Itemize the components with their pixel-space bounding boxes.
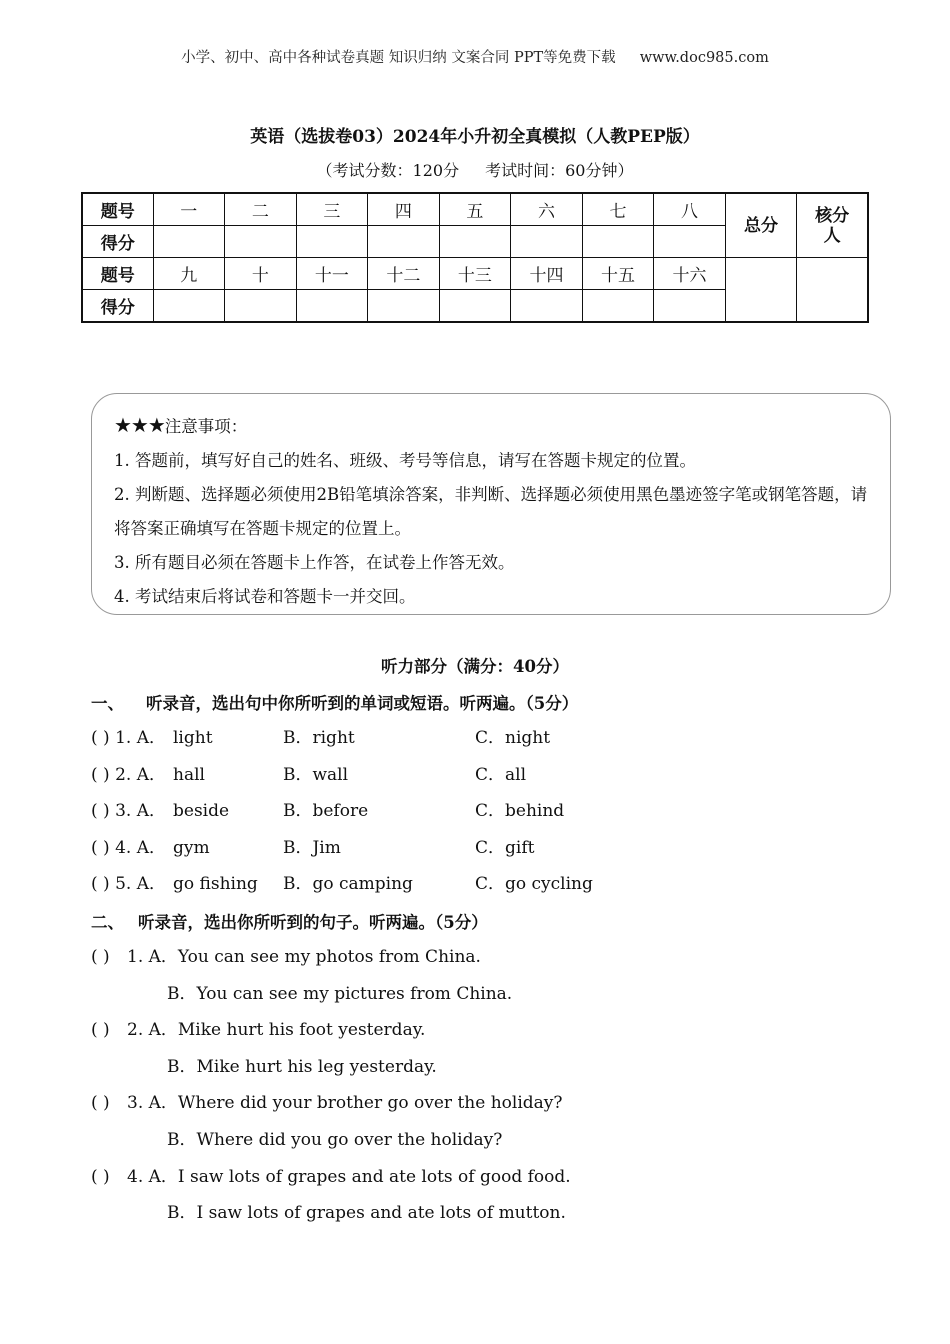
question-number: 十一 [296,258,368,290]
list-item: ( ) 2. A． hall B．wall C．all [91,765,527,785]
list-item: ( ) 1. A．You can see my photos from China. [91,947,481,967]
question-number: 九 [153,258,225,290]
question-number: 五 [439,193,511,226]
table-row [82,193,868,226]
list-item: B．You can see my pictures from China. [167,984,513,1004]
list-item: ( ) 2. A．Mike hurt his foot yesterday. [91,1020,426,1040]
part2-heading: 二、 听录音，选出你所听到的句子。听两遍。（5分） [91,913,488,932]
score-cell[interactable] [153,226,225,258]
score-cell[interactable] [582,290,654,323]
score-cell[interactable] [225,290,297,323]
row-label-score: 得分 [82,226,153,258]
score-cell[interactable] [511,226,583,258]
notice-box [91,393,891,615]
question-number: 二 [225,193,297,226]
exam-time: 考试时间：60分钟） [485,161,634,180]
list-item: B．I saw lots of grapes and ate lots of mutton. [167,1203,566,1223]
score-cell[interactable] [368,290,440,323]
header-site: www.doc985.com [639,50,769,66]
exam-info [0,158,950,181]
question-number: 三 [296,193,368,226]
score-cell[interactable] [511,290,583,323]
exam-score: （考试分数：120分 [316,161,460,180]
page-title: 英语（选拔卷03）2024年小升初全真模拟（人教PEP版） [250,127,700,147]
question-number: 十 [225,258,297,290]
list-item: B．Mike hurt his leg yesterday. [167,1057,437,1077]
list-item: ( ) 5. A． go fishing B．go camping C．go cycling [91,874,593,894]
notice-item: 3. 所有题目必须在答题卡上作答，在试卷上作答无效。 [114,553,515,572]
list-item: ( ) 3. A．Where did your brother go over the holiday? [91,1093,563,1113]
notice-item: 2. 判断题、选择题必须使用2B铅笔填涂答案，非判断、选择题必须使用黑色墨迹签字笔或钢笔答题，请将答案正确填写在答题卡规定的位置上。 [114,485,868,538]
score-cell[interactable] [654,226,726,258]
notice-item: 1. 答题前，填写好自己的姓名、班级、考号等信息，请写在答题卡规定的位置。 [114,451,696,470]
list-item: B．Where did you go over the holiday? [167,1130,503,1150]
question-number: 八 [654,193,726,226]
question-number: 四 [368,193,440,226]
checker-header: 核分人 [797,193,868,258]
header-text: 小学、初中、高中各种试卷真题 知识归纳 文案合同 PPT等免费下载 [181,50,616,66]
total-score-header: 总分 [725,193,797,258]
score-cell[interactable] [368,226,440,258]
question-number: 十五 [582,258,654,290]
row-label-question: 题号 [82,193,153,226]
page-header [0,46,950,67]
score-cell[interactable] [582,226,654,258]
score-cell[interactable] [654,290,726,323]
question-number: 七 [582,193,654,226]
list-item: ( ) 4. A． gym B．Jim C．gift [91,838,535,858]
list-item: ( ) 3. A． beside B．before C．behind [91,801,565,821]
table-row [82,258,868,290]
part1-heading: 一、 听录音，选出句中你所听到的单词或短语。听两遍。（5分） [91,694,579,713]
score-cell[interactable] [225,226,297,258]
notice-item: 4. 考试结束后将试卷和答题卡一并交回。 [114,587,416,606]
score-cell[interactable] [153,290,225,323]
score-cell[interactable] [296,226,368,258]
checker-cell[interactable] [797,258,868,323]
list-item: ( ) 1. A． light B．right C．night [91,728,551,748]
row-label-score: 得分 [82,290,153,323]
score-cell[interactable] [439,290,511,323]
notice-heading: ★★★注意事项： [114,413,248,437]
question-number: 十二 [368,258,440,290]
score-table [81,192,869,323]
question-number: 十四 [511,258,583,290]
total-score-cell[interactable] [725,258,797,323]
score-cell[interactable] [439,226,511,258]
question-number: 六 [511,193,583,226]
row-label-question: 题号 [82,258,153,290]
section-title: 听力部分（满分：40分） [381,657,569,676]
list-item: ( ) 4. A．I saw lots of grapes and ate lots of good food. [91,1167,571,1187]
question-number: 十六 [654,258,726,290]
question-number: 一 [153,193,225,226]
star-icon: ★★★ [114,413,165,437]
question-number: 十三 [439,258,511,290]
score-cell[interactable] [296,290,368,323]
